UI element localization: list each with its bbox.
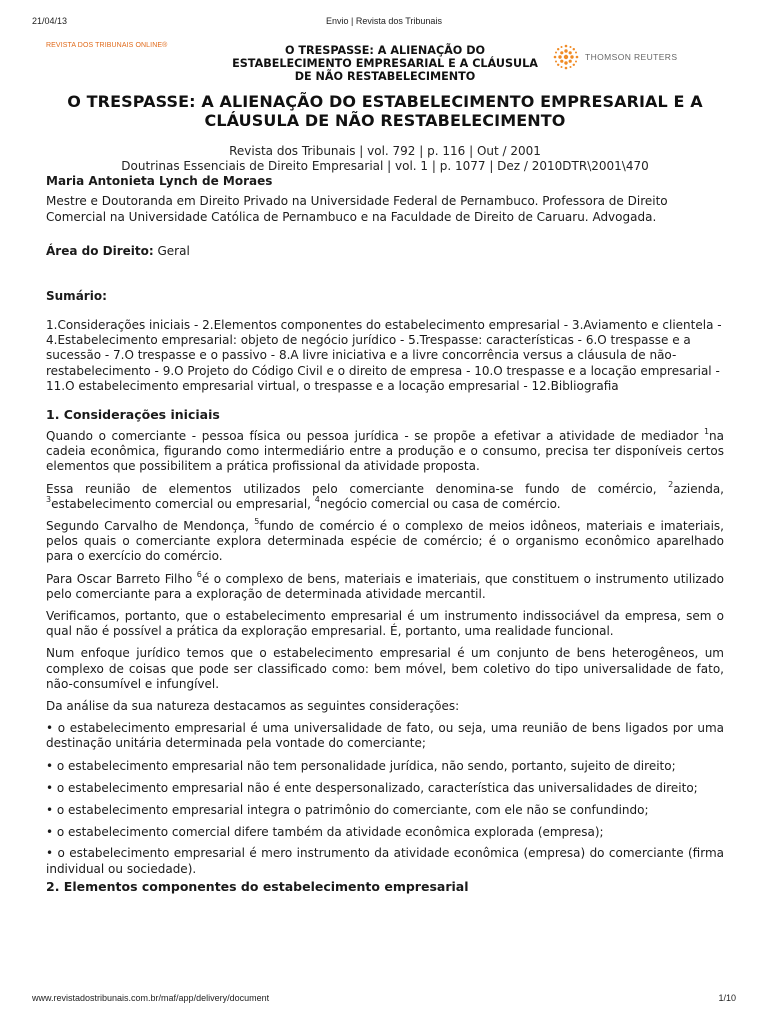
area-label: Área do Direito: xyxy=(46,244,154,258)
document-header-title xyxy=(220,44,550,83)
citation-line: Revista dos Tribunais | vol. 792 | p. 116 | Out / 2001 xyxy=(229,144,541,158)
author-name: Maria Antonieta Lynch de Moraes xyxy=(46,174,273,188)
print-page-title: Envio | Revista dos Tribunais xyxy=(326,16,442,26)
document-header-title-line: DE NÃO RESTABELECIMENTO xyxy=(294,70,476,83)
bullet-item: • o estabelecimento empresarial não é ente despersonalizado, característica das universalidades de direito; xyxy=(46,780,698,795)
paragraph-text: na cadeia econômica, figurando como intermediário entre a produção e o consumo, precisa ter disponíveis certos elementos que possibilitem a prática profissional da atividade proposta. xyxy=(46,429,724,474)
print-url: www.revistadostribunais.com.br/maf/app/delivery/document xyxy=(32,993,270,1003)
paragraph-text: fundo de comércio é o complexo de meios idôneos, materiais e imateriais, pelos quais o comerciante explora determinada espécie de comércio; é o organismo econômico aparelhado para o exercício do comércio. xyxy=(46,519,724,564)
summary-text: 1.Considerações iniciais - 2.Elementos componentes do estabelecimento empresarial - 3.Aviamento e clientela - 4.Estabelecimento empresarial: objeto de negócio jurídico - 5.Trespasse: características - 6.O trespasse e a sucessão - 7.O trespasse e o passivo - 8.A livre iniciativa e a livre concorrência versus a cláusula de não-restabelecimento - 9.O Projeto do Código Civil e o direito de empresa - 10.O trespasse e a locação empresarial - 11.O estabelecimento empresarial virtual, o trespasse e a locação empresarial - 12.Bibliografia xyxy=(46,318,722,393)
bullet-item: • o estabelecimento empresarial é mero instrumento da atividade econômica (empresa) do comerciante (firma individual ou sociedade). xyxy=(46,846,724,876)
bullet-item: • o estabelecimento empresarial não tem personalidade jurídica, não sendo, portanto, sujeito de direito; xyxy=(46,758,676,773)
area-value: Geral xyxy=(153,244,190,258)
print-header xyxy=(0,16,768,30)
paragraph: Da análise da sua natureza destacamos as seguintes considerações: xyxy=(46,699,460,714)
print-footer xyxy=(0,993,768,1007)
paragraph-text: é o complexo de bens, materiais e imateriais, que constituem o instrumento utilizado pelo comerciante para a exploração de determinada atividade mercantil. xyxy=(46,571,725,601)
bullet-item: • o estabelecimento empresarial é uma universalidade de fato, ou seja, uma reunião de bens ligados por uma destinação unitária determinada pela vontade do comerciante; xyxy=(46,721,724,751)
paragraph-text: estabelecimento comercial ou empresarial, xyxy=(51,496,315,511)
thomson-reuters-logo-icon xyxy=(553,44,579,70)
footnote-ref[interactable]: 6 xyxy=(196,569,202,579)
article-body xyxy=(46,92,724,894)
bullet-item: • o estabelecimento comercial difere também da atividade econômica explorada (empresa); xyxy=(46,825,604,840)
area-do-direito xyxy=(46,244,724,259)
paragraph: Num enfoque jurídico temos que o estabelecimento empresarial é um conjunto de bens heterogêneos, um complexo de coisas que pode ser classificado como: bem móvel, bem coletivo do tipo universalidade de fato, não-consumível e infungível. xyxy=(46,646,724,691)
page-number: 1/10 xyxy=(718,993,736,1003)
section-heading: 2. Elementos componentes do estabelecimento empresarial xyxy=(46,878,469,894)
article-title-line: O TRESPASSE: A ALIENAÇÃO DO ESTABELECIMENTO EMPRESARIAL E A xyxy=(67,92,703,111)
document-header-title-line: ESTABELECIMENTO EMPRESARIAL E A CLÁUSULA xyxy=(232,57,538,70)
footnote-ref[interactable]: 2 xyxy=(668,479,674,489)
document-header-title-line: O TRESPASSE: A ALIENAÇÃO DO xyxy=(284,44,486,57)
paragraph-text: Essa reunião de elementos utilizados pelo comerciante denomina-se fundo de comércio, xyxy=(46,481,669,496)
paragraph-text: negócio comercial ou casa de comércio. xyxy=(319,496,561,511)
paragraph-text: Para Oscar Barreto Filho xyxy=(46,571,197,586)
author-bio: Mestre e Doutoranda em Direito Privado na Universidade Federal de Pernambuco. Professora de Direito Comercial na Universidade Católica de Pernambuco e na Faculdade de Direito de Caruaru. Advogada. xyxy=(46,194,668,224)
citation-block xyxy=(46,144,724,174)
article-title xyxy=(46,92,724,130)
footnote-ref[interactable]: 4 xyxy=(314,494,320,504)
bullet-item: • o estabelecimento empresarial integra o patrimônio do comerciante, com ele não se confundindo; xyxy=(46,803,649,818)
paragraph xyxy=(46,479,724,512)
paragraph xyxy=(46,519,724,565)
summary-heading: Sumário: xyxy=(46,289,107,303)
paragraph-text: Quando o comerciante - pessoa física ou pessoa jurídica - se propõe a efetivar a atividade de mediador xyxy=(46,429,704,444)
print-date: 21/04/13 xyxy=(32,16,68,26)
paragraph: Verificamos, portanto, que o estabelecimento empresarial é um instrumento indissociável da empresa, sem o qual não é possível a prática da exploração empresarial. É, portanto, uma realidade funcional. xyxy=(46,609,724,639)
citation-line: Doutrinas Essenciais de Direito Empresarial | vol. 1 | p. 1077 | Dez / 2010DTR\2001\470 xyxy=(121,159,649,173)
paragraph xyxy=(46,429,724,475)
paragraph xyxy=(46,569,725,602)
section-heading: 1. Considerações iniciais xyxy=(46,407,220,423)
thomson-reuters-wordmark: THOMSON REUTERS xyxy=(585,52,678,62)
paragraph-text: azienda, xyxy=(673,481,724,496)
paragraph-text: Segundo Carvalho de Mendonça, xyxy=(46,519,255,534)
footnote-ref[interactable]: 3 xyxy=(46,494,52,504)
rt-online-logo: REVISTA DOS TRIBUNAIS ONLINE® xyxy=(46,42,168,49)
footnote-ref[interactable]: 1 xyxy=(703,427,710,437)
footnote-ref[interactable]: 5 xyxy=(254,517,260,527)
article-title-line: CLÁUSULA DE NÃO RESTABELECIMENTO xyxy=(204,111,566,130)
